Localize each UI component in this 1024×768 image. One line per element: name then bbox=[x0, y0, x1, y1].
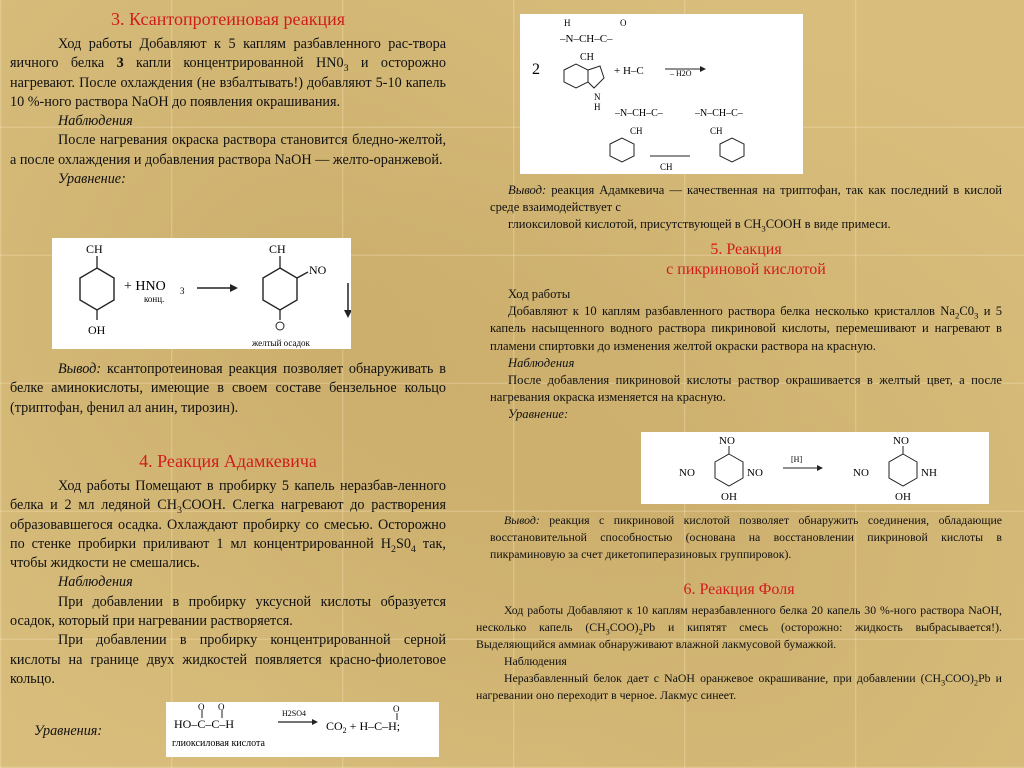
section-6 bbox=[476, 580, 1002, 704]
svg-text:NO: NO bbox=[893, 435, 909, 447]
svg-text:NH: NH bbox=[921, 467, 937, 479]
section-4-title: 4. Реакция Адамкевича bbox=[139, 451, 317, 471]
xanthoprotein-equation-image bbox=[52, 238, 351, 349]
section-3-title: 3. Ксантопротеиновая реакция bbox=[110, 9, 346, 29]
svg-text:H: H bbox=[564, 18, 571, 28]
section-5-eq-label: Уравнение: bbox=[508, 407, 569, 422]
svg-text:конц.: конц. bbox=[144, 294, 165, 304]
svg-text:O: O bbox=[393, 704, 400, 714]
svg-text:O: O bbox=[198, 702, 205, 712]
section-4-eq-label: Уравнения: bbox=[34, 723, 103, 739]
svg-text:3: 3 bbox=[180, 286, 185, 296]
section-4-procedure: Ход работы Помещают в пробирку 5 капель неразбав-ленного белка и 2 мл ледяной $CH_3COOH$. Слегка нагревают до растворения образовавшегося осадка. Охлаждают пробирку со смесью. Осторожно по стенке пробирки приливают 1 мл концентрированной $H_2S0_4$ так, чтобы жидкости не смешались. bbox=[10, 478, 446, 572]
svg-text:O: O bbox=[218, 702, 225, 712]
section-5-obs-text: После добавления пикриновой кислоты раствор окрашивается в желтый цвет, а после нагревания окраска изменяется на красную. bbox=[490, 373, 1002, 405]
section-3-obs-label: Наблюдения bbox=[58, 113, 133, 130]
svg-text:CH: CH bbox=[580, 52, 594, 63]
svg-text:NO: NO bbox=[747, 467, 763, 479]
svg-text:CH: CH bbox=[710, 126, 723, 136]
svg-text:CH: CH bbox=[660, 162, 673, 172]
svg-text:NO: NO bbox=[719, 435, 735, 447]
section-5 bbox=[490, 240, 1002, 424]
section-4-obs-label: Наблюдения bbox=[58, 574, 133, 591]
svg-text:CH: CH bbox=[630, 126, 643, 136]
section-5-title-1: 5. Реакция bbox=[710, 241, 782, 258]
picric-equation-image bbox=[641, 432, 989, 504]
svg-text:2: 2 bbox=[532, 61, 540, 78]
section-6-obs-text: Неразбавленный белок дает с NaOH оранжевое окрашивание, при добавлении $(CH_3COO)_2Pb$ и нагревании оно переходит в черное. Лакмус синеет. bbox=[476, 671, 1002, 702]
section-5-proc-label: Ход работы bbox=[508, 287, 571, 301]
svg-text:NO: NO bbox=[853, 467, 869, 479]
svg-text:–N–CH–C–: –N–CH–C– bbox=[695, 108, 743, 119]
svg-text:N: N bbox=[594, 92, 601, 102]
svg-text:+ H–C: + H–C bbox=[614, 65, 644, 77]
section-6-obs-label: Наблюдения bbox=[504, 654, 567, 668]
section-3-eq-label: Уравнение: bbox=[58, 171, 126, 188]
svg-text:[H]: [H] bbox=[791, 455, 803, 464]
svg-text:NO: NO bbox=[679, 467, 695, 479]
svg-text:–N–CH–C–: –N–CH–C– bbox=[615, 108, 663, 119]
section-3-obs-text: После нагревания окраска раствора становится бледно-желтой, а после охлаждения и добавления раствора NaOH — желто-оранжевой. bbox=[10, 132, 446, 168]
section-4 bbox=[10, 450, 446, 689]
section-5-title-2: с пикриновой кислотой bbox=[666, 261, 826, 278]
svg-text:CH: CH bbox=[86, 242, 103, 256]
svg-text:OH: OH bbox=[721, 491, 737, 503]
glyoxylic-equation-image bbox=[166, 702, 439, 757]
section-4-obs-1: При добавлении в пробирку уксусной кислоты образуется осадок, который при нагревании растворяется. bbox=[10, 593, 446, 630]
svg-text:+ HNO: + HNO bbox=[124, 279, 166, 294]
section-3-procedure: Ход работы Добавляют к 5 каплям разбавленного рас-твора яичного белка 3 капли концентрированной $HN0_3$ и осторожно нагревают. После охлаждения (не взбалтывать!) добавляют 5-10 капель 10 %-ного раствора NaOH до появления окрашивания. bbox=[10, 36, 446, 110]
svg-text:глиоксиловая кислота: глиоксиловая кислота bbox=[172, 738, 265, 749]
section-6-title: 6. Реакция Фоля bbox=[683, 581, 795, 598]
svg-text:CO2 + H–C–H;: $CO_2 + H-C-H$; bbox=[326, 719, 401, 735]
section-5-conclusion: Вывод: реакция с пикриновой кислотой позволяет обнаружить соединения, обладающие восстановительной способностью (основана на восстановлении пикриновой кислоты в пикраминовую за счет дикетопиперазиновых группировок). bbox=[490, 513, 1002, 561]
adamkiewicz-conclusion: Вывод: реакция Адамкевича — качественная на триптофан, так как последний в кислой среде взаимодействует с глиоксиловой кислотой, присутствующей в $CH_3COOH$ в виде примеси. bbox=[490, 183, 1002, 234]
section-6-procedure: Ход работы Добавляют к 10 каплям неразбавленного белка 20 капель 30 %-ного раствора NaOH, несколько капель $(CH_3COO)_2Pb$ и кипятят смесь (осторожно: жидкость выбрасывается!). Выделяющийся аммиак обнаруживают влажной лакмусовой бумажкой. bbox=[476, 603, 1002, 651]
svg-text:H2SO4: H2SO4 bbox=[282, 709, 307, 718]
section-4-obs-2: При добавлении в пробирку концентрированной серной кислоты на границе двух жидкостей появляется красно-фиолетовое кольцо. bbox=[10, 632, 446, 687]
svg-text:H: H bbox=[594, 102, 601, 112]
svg-text:OH: OH bbox=[895, 491, 911, 503]
section-3-conclusion: Вывод: ксантопротеиновая реакция позволяет обнаруживать в белке аминокислоты, имеющие в своем составе бензельное кольцо (триптофан, фенил ал анин, тирозин). bbox=[10, 361, 446, 416]
section-3 bbox=[10, 8, 446, 189]
section-5-obs-label: Наблюдения bbox=[508, 355, 575, 370]
svg-text:желтый осадок: желтый осадок bbox=[252, 338, 310, 348]
adamkiewicz-scheme-image bbox=[520, 14, 803, 174]
svg-text:HO–C–C–H: HO–C–C–H bbox=[174, 717, 235, 731]
svg-text:NO: NO bbox=[309, 263, 327, 277]
svg-text:–N–CH–C–: –N–CH–C– bbox=[560, 33, 613, 45]
svg-text:CH: CH bbox=[269, 242, 286, 256]
svg-text:O: O bbox=[620, 18, 627, 28]
section-5-procedure: Добавляют к 10 каплям разбавленного раствора белка несколько кристаллов $Na_2C0_3$ и 5 капель насыщенного водного раствора пикриновой кислоты, перемешивают и нагревают в пламени спиртовки до изменения желтой окраски раствора на красную. bbox=[490, 304, 1002, 353]
svg-text:– H2O: – H2O bbox=[670, 69, 692, 78]
svg-text:OH: OH bbox=[88, 323, 106, 337]
